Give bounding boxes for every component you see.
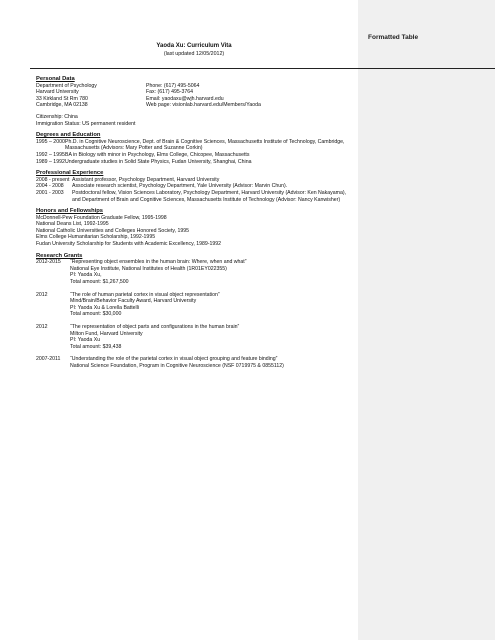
degree-date: 1995 – 2000 <box>36 138 65 145</box>
formatted-table-label: Formatted Table <box>368 34 419 41</box>
experience-text: Assistant professor, Psychology Department, Harvard University <box>72 176 220 183</box>
grant-entry <box>36 259 354 285</box>
grant-entry <box>36 356 354 369</box>
experience-text: Associate research scientist, Psychology Department, Yale University (Advisor: Marvin Chun). <box>72 183 288 190</box>
section-heading-grants: Research Grants <box>36 252 83 259</box>
experience-entry <box>36 177 354 184</box>
honor-item: Elms College Humanitarian Scholarship, 1992-1995 <box>36 234 156 241</box>
grant-date: 2007-2011 <box>36 356 61 363</box>
degree-entry <box>36 139 354 152</box>
address-line: 33 Kirkland St Rm 780 <box>36 95 88 102</box>
grant-details <box>70 292 354 318</box>
grant-amount: Total amount: $30,000 <box>70 311 122 318</box>
experience-date: 2001 - 2003 <box>36 189 64 196</box>
header-rule-extension <box>358 68 495 69</box>
grant-entry <box>36 324 354 350</box>
phone-line: Phone: (617) 495-5064 <box>146 82 200 89</box>
grant-title: “Representing object ensembles in the human brain: Where, when and what” <box>70 259 247 266</box>
address-line: Cambridge, MA 02138 <box>36 102 88 109</box>
section-heading-personal: Personal Data <box>36 76 75 82</box>
section-heading-honors: Honors and Fellowships <box>36 208 103 215</box>
degree-text: BA in Biology with minor in Psychology, Elms College, Chicopee, Massachusetts <box>65 151 250 158</box>
experience-text: Postdoctoral fellow, Vision Sciences Laboratory, Psychology Department, Harvard University (Advisor: Ken Nakayama), and Department of Brain and Cognitive Sciences, Massachusetts Institute of Technology (Advisor: Nancy Kanwisher) <box>72 189 346 203</box>
grant-pi: PI: Yaoda Xu, <box>70 272 102 279</box>
honor-item: National Catholic Universities and Colleges Honored Society, 1995 <box>36 227 190 234</box>
degree-entry <box>36 159 354 166</box>
personal-contact <box>36 83 354 109</box>
grant-funder: National Science Foundation, Program in Cognitive Neuroscience (NSF 0719975 & 0855112) <box>70 362 284 369</box>
grant-date: 2012-2015 <box>36 259 61 266</box>
address-line: Harvard University <box>36 89 79 96</box>
grant-details <box>70 356 354 369</box>
section-heading-degrees: Degrees and Education <box>36 132 101 139</box>
grant-funder: Mind/Brain/Behavior Faculty Award, Harvard University <box>70 298 197 305</box>
grant-details <box>70 259 354 285</box>
grant-date: 2012 <box>36 324 48 330</box>
honor-item: National Deans List, 1992-1995 <box>36 221 109 228</box>
degree-text: Undergraduate studies in Solid State Physics, Fudan University, Shanghai, China <box>65 158 252 165</box>
grant-title: “The representation of object parts and configurations in the human brain” <box>70 324 240 330</box>
cv-title: Yaoda Xu: Curriculum Vita <box>156 43 232 49</box>
grant-pi: PI: Yaoda Xu & Lorella Battelli <box>70 304 140 311</box>
grant-title: “The role of human parietal cortex in visual object representation” <box>70 291 220 298</box>
cv-body <box>36 76 354 376</box>
experience-date: 2004 - 2008 <box>36 183 64 190</box>
honor-item: Fudan University Scholarship for Students with Academic Excellency, 1989-1992 <box>36 241 222 248</box>
fax-line: Fax: (617) 495-3764 <box>146 89 194 96</box>
degree-entry <box>36 152 354 159</box>
citizenship-line: Citizenship: China <box>36 113 78 120</box>
grant-details <box>70 324 354 350</box>
address-line: Department of Psychology <box>36 82 97 89</box>
section-heading-experience: Professional Experience <box>36 170 104 177</box>
grant-entry <box>36 292 354 318</box>
degree-date: 1989 – 1992 <box>36 158 65 165</box>
email-line[interactable]: Email: yaodaxu@wjh.harvard.edu <box>146 95 224 102</box>
grant-amount: Total amount: $39,438 <box>70 343 122 350</box>
immigration-line: Immigration Status: US permanent resident <box>36 120 136 127</box>
comment-margin-pane <box>358 0 495 640</box>
cv-subtitle: (last updated 12/05/2012) <box>163 51 225 57</box>
grant-title: “Understanding the role of the parietal cortex in visual object grouping and feature binding” <box>70 356 278 363</box>
experience-date: 2008 - present <box>36 176 70 183</box>
experience-entry <box>36 183 354 190</box>
grant-funder: National Eye Institute, National Institutes of Health (1R01EY022355) <box>70 265 227 272</box>
address-block <box>36 83 146 109</box>
experience-entry <box>36 190 354 203</box>
grant-date: 2012 <box>36 291 48 298</box>
grant-amount: Total amount: $1,267,500 <box>70 279 129 286</box>
degree-text: Ph.D. in Cognitive Neuroscience, Dept. of Brain & Cognitive Sciences, Massachusetts Institute of Technology, Cambridge, Massachusetts (Advisors: Mary Potter and Suzanne Corkin) <box>65 138 345 152</box>
header-rule <box>30 68 358 69</box>
honor-item: McDonnell-Pew Foundation Graduate Fellow, 1995-1998 <box>36 214 167 221</box>
degree-date: 1992 – 1995 <box>36 151 65 158</box>
webpage-line[interactable]: Web page: visionlab.harvard.edu/Members/Yaoda <box>146 102 261 109</box>
grant-pi: PI: Yaoda Xu <box>70 337 101 344</box>
contact-block <box>146 83 261 109</box>
grant-funder: Milton Fund, Harvard University <box>70 330 143 337</box>
